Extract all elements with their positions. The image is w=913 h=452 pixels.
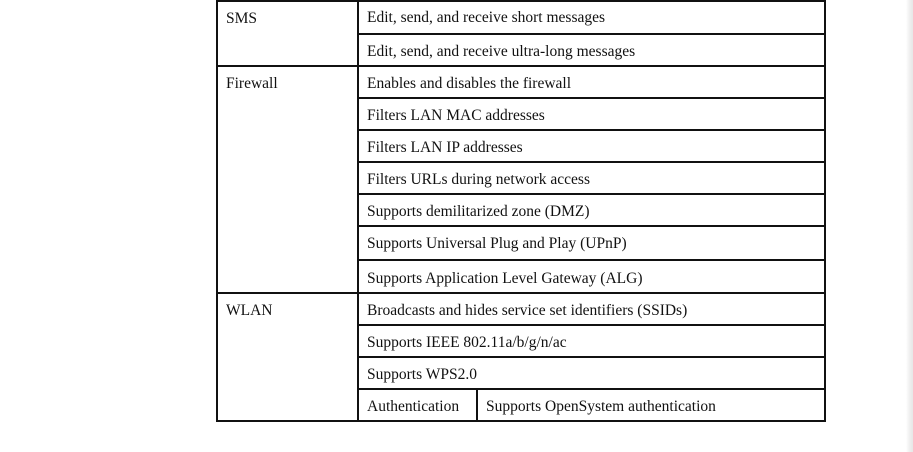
feature-spec-table <box>216 0 826 422</box>
feature-cell: Edit, send, and receive short messages <box>358 1 825 34</box>
subcategory-authentication: Authentication <box>358 389 477 421</box>
feature-cell: Supports WPS2.0 <box>358 357 825 389</box>
feature-cell: Supports OpenSystem authentication <box>477 389 825 421</box>
page-edge-shadow <box>906 0 913 452</box>
table-row <box>217 1 825 34</box>
feature-cell: Supports Universal Plug and Play (UPnP) <box>358 226 825 260</box>
feature-cell: Filters LAN MAC addresses <box>358 98 825 130</box>
feature-cell: Broadcasts and hides service set identifiers (SSIDs) <box>358 293 825 325</box>
category-wlan: WLAN <box>217 293 358 421</box>
feature-cell: Supports IEEE 802.11a/b/g/n/ac <box>358 325 825 357</box>
table-row <box>217 293 825 325</box>
feature-cell: Filters URLs during network access <box>358 162 825 194</box>
feature-cell: Filters LAN IP addresses <box>358 130 825 162</box>
feature-cell: Supports Application Level Gateway (ALG) <box>358 260 825 293</box>
feature-cell: Enables and disables the firewall <box>358 66 825 98</box>
feature-cell: Supports demilitarized zone (DMZ) <box>358 194 825 226</box>
feature-cell: Edit, send, and receive ultra-long messages <box>358 34 825 66</box>
table-row <box>217 66 825 98</box>
category-firewall: Firewall <box>217 66 358 293</box>
category-sms: SMS <box>217 1 358 66</box>
